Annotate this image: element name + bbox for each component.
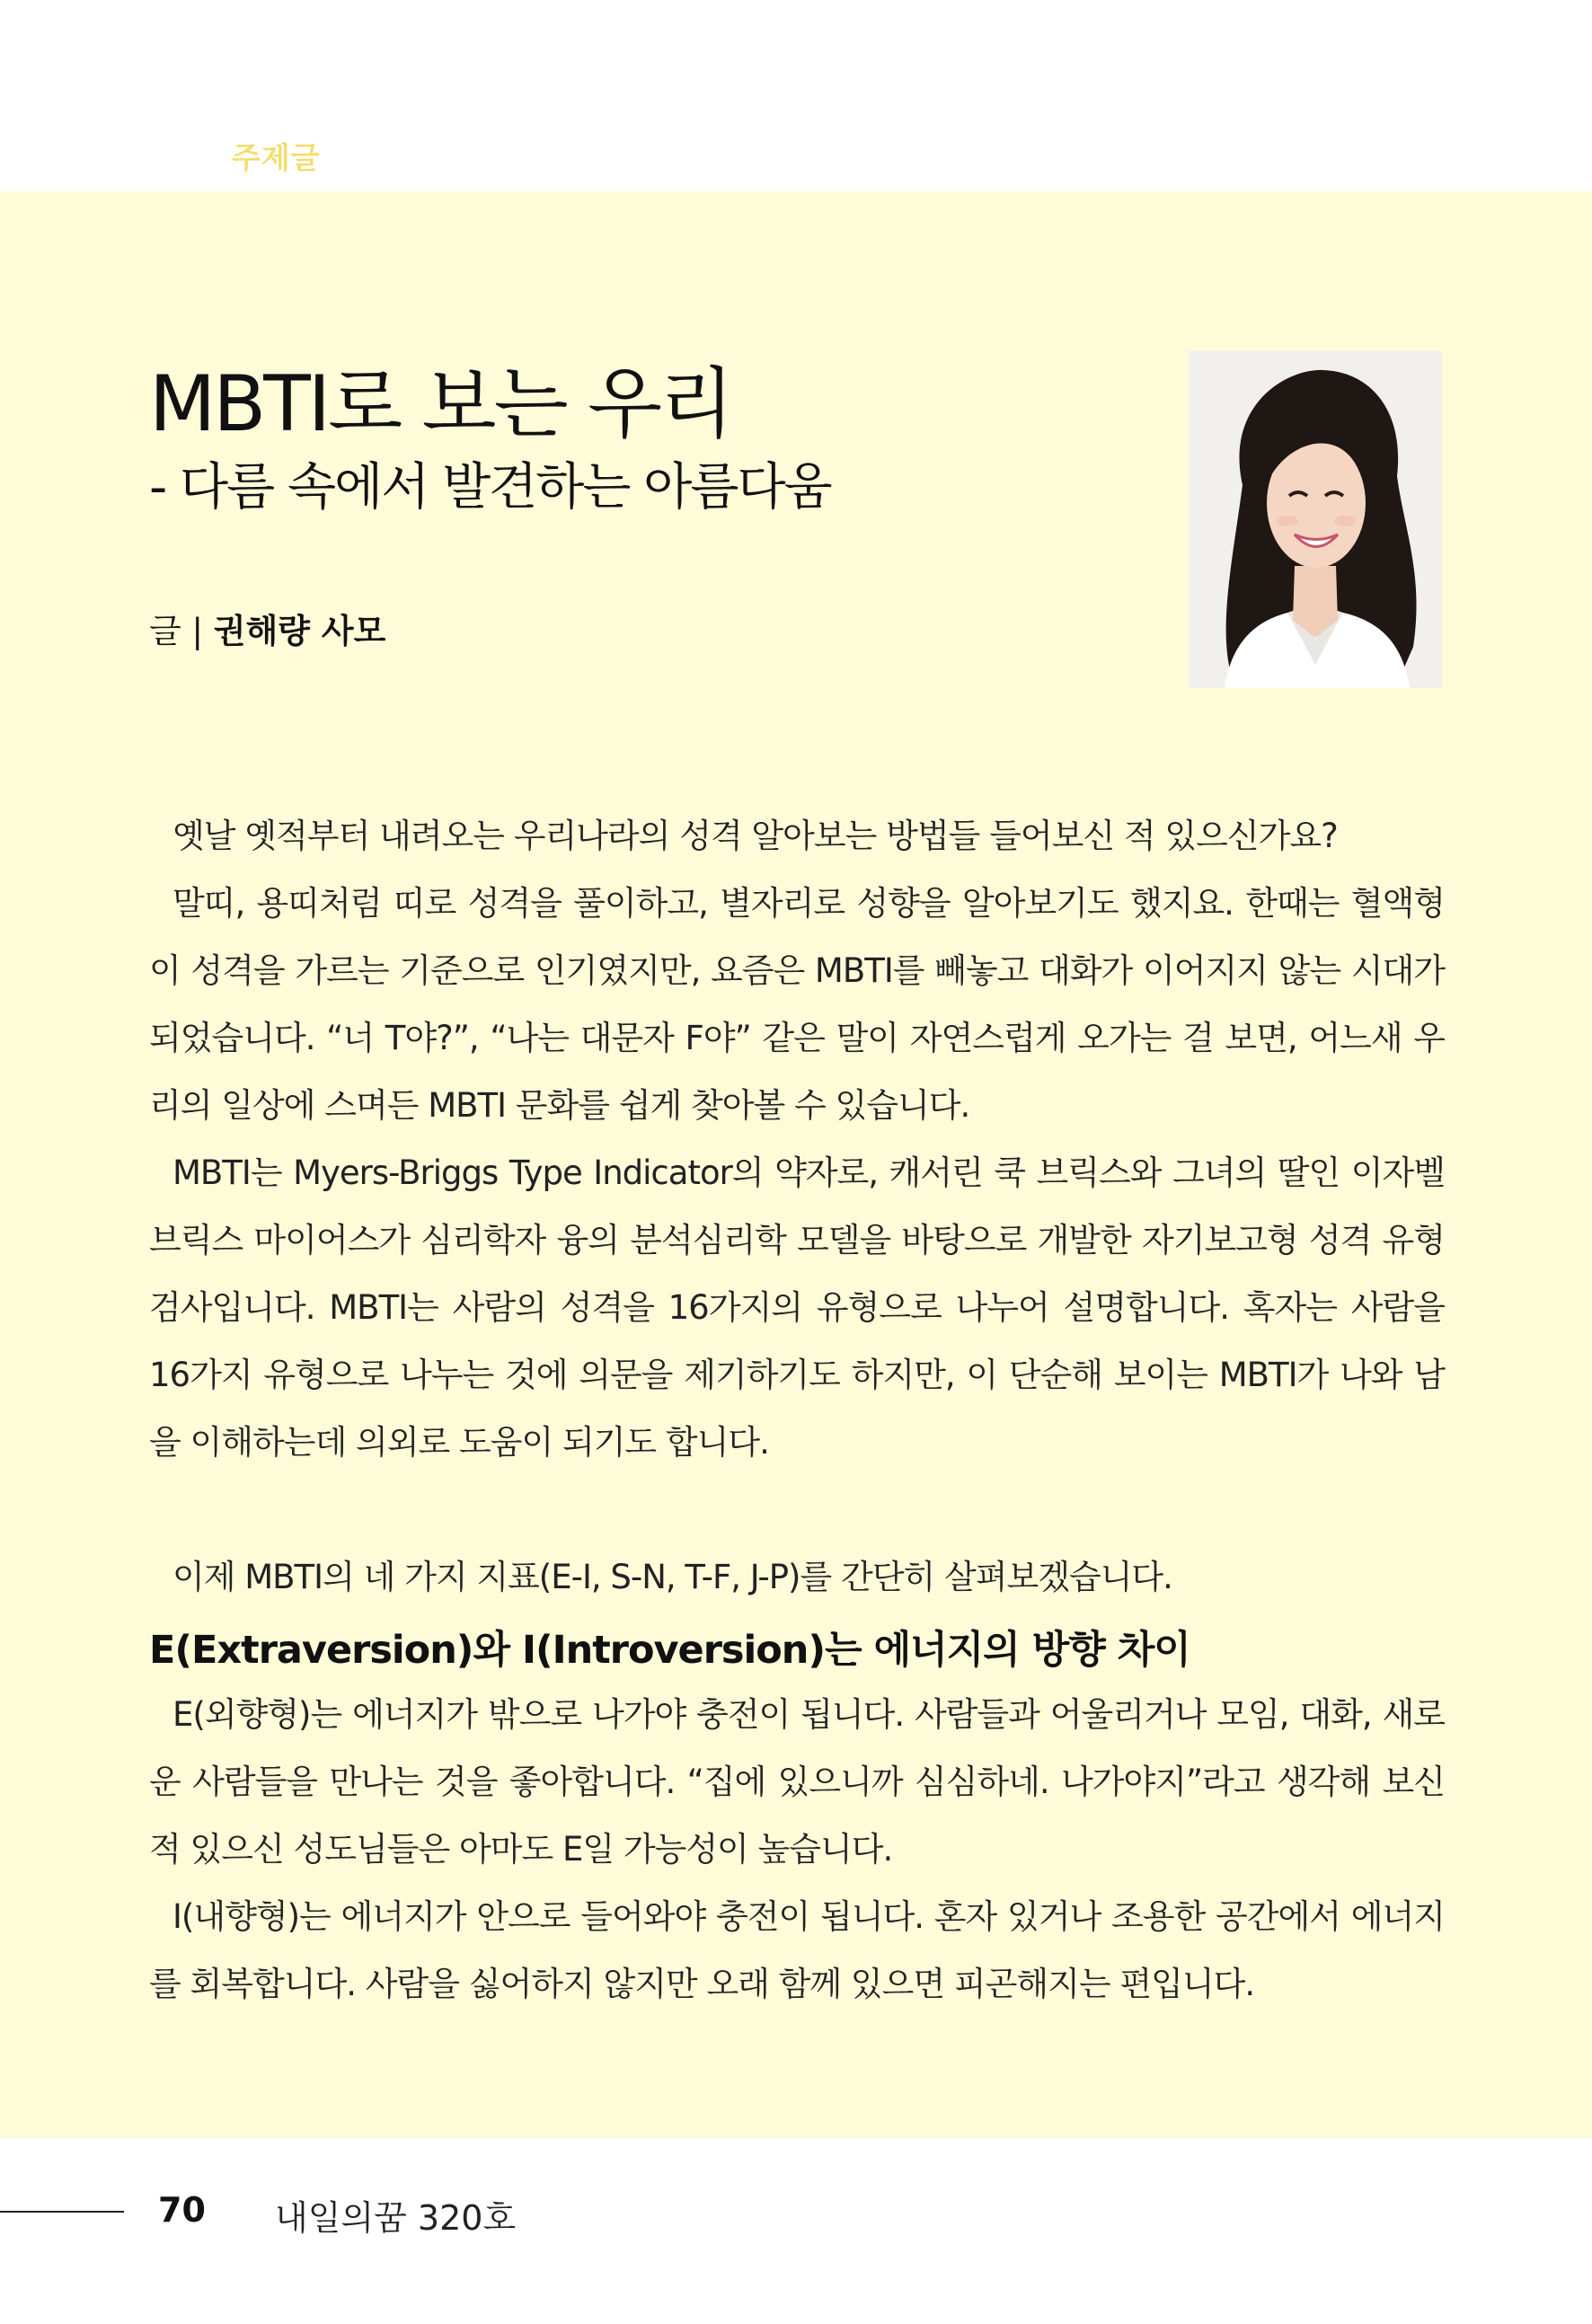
author-photo bbox=[1189, 350, 1442, 688]
footer-rule bbox=[0, 2211, 124, 2213]
article-subtitle: - 다름 속에서 발견하는 아름다움 bbox=[149, 458, 831, 517]
section-tag: 주제글 bbox=[232, 140, 321, 175]
paragraph-personality-methods: 말띠, 용띠처럼 띠로 성격을 풀이하고, 별자리로 성향을 알아보기도 했지요. 한때는 혈액형이 성격을 가르는 기준으로 인기였지만, 요즘은 MBTI를 빼놓고 대화가 이어지지 않는 시대가 되었습니다. “너 T야?”, “나는 대문자 F야” 같은 말이 자연스럽게 오가는 걸 보면, 어느새 우리의 일상에 스며든 MBTI 문화를 쉽게 찾아볼 수 있습니다. bbox=[149, 884, 1445, 1125]
byline-prefix: 글 | bbox=[149, 612, 214, 650]
page-number: 70 bbox=[158, 2190, 206, 2230]
paragraph-extraversion: E(외향형)는 에너지가 밖으로 나가야 충전이 됩니다. 사람들과 어울리거나 모임, 대화, 새로운 사람들을 만나는 것을 좋아합니다. “집에 있으니까 심심하네. 나가야지”라고 생각해 보신 적 있으신 성도님들은 아마도 E일 가능성이 높습니다. bbox=[149, 1695, 1445, 1869]
paragraph-mbti-definition: MBTI는 Myers-Briggs Type Indicator의 약자로, 캐서린 쿡 브릭스와 그녀의 딸인 이자벨 브릭스 마이어스가 심리학자 융의 분석심리학 모델을 바탕으로 개발한 자기보고형 성격 유형 검사입니다. MBTI는 사람의 성격을 16가지의 유형으로 나누어 설명합니다. 혹자는 사람을 16가지 유형으로 나누는 것에 의문을 제기하기도 하지만, 이 단순해 보이는 MBTI가 나와 남을 이해하는데 의외로 도움이 되기도 합니다. bbox=[149, 1153, 1445, 1462]
article-body bbox=[149, 802, 1445, 2018]
author-portrait-image bbox=[1189, 350, 1442, 688]
magazine-issue: 내일의꿈 320호 bbox=[275, 2198, 517, 2238]
byline bbox=[149, 604, 385, 652]
paragraph-introversion: I(내향형)는 에너지가 안으로 들어와야 충전이 됩니다. 혼자 있거나 조용한 공간에서 에너지를 회복합니다. 사람을 싫어하지 않지만 오래 함께 있으면 피곤해지는 편입니다. bbox=[149, 1897, 1445, 2003]
paragraph-intro-question: 옛날 옛적부터 내려오는 우리나라의 성격 알아보는 방법들 들어보신 적 있으신가요? bbox=[172, 817, 1338, 855]
author-name: 권해량 사모 bbox=[213, 612, 386, 650]
article-title: MBTI로 보는 우리 bbox=[149, 359, 732, 449]
heading-e-i: E(Extraversion)와 I(Introversion)는 에너지의 방향 차이 bbox=[149, 1628, 1190, 1673]
paragraph-four-indicators: 이제 MBTI의 네 가지 지표(E-I, S-N, T-F, J-P)를 간단히 살펴보겠습니다. bbox=[172, 1558, 1172, 1596]
